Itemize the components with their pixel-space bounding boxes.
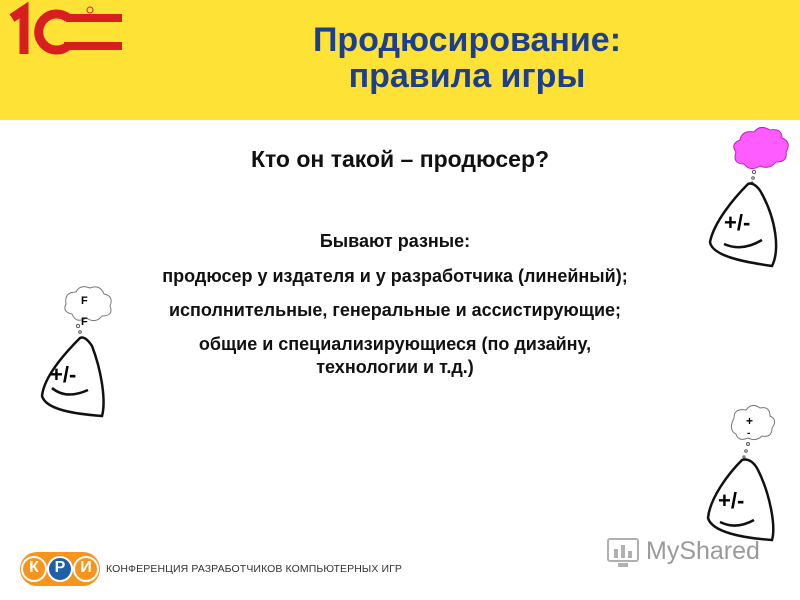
title-line-2: правила игры — [348, 57, 586, 95]
kri-letter: К — [29, 559, 39, 576]
watermark-text: MyShared — [646, 537, 760, 565]
kri-letter: И — [80, 559, 92, 576]
face-label: +/- — [718, 488, 745, 513]
face-label: +/- — [50, 362, 77, 387]
thinking-face-icon — [700, 126, 795, 276]
question-heading: Кто он такой – продюсер? — [250, 146, 550, 172]
character-left — [36, 282, 126, 427]
cloud-label: F — [81, 316, 88, 328]
cloud-label: + — [746, 414, 754, 428]
face-label: +/- — [724, 210, 751, 235]
cloud-label: F — [81, 295, 88, 307]
title-line-1: Продюсирование: — [312, 21, 622, 59]
list-item: общие и специализирующиеся (по дизайну, технологии и т.д.) — [198, 334, 592, 377]
list-item: продюсер у издателя и у разработчика (линейный); — [162, 266, 628, 286]
footer-conference-text: КОНФЕРЕНЦИЯ РАЗРАБОТЧИКОВ КОМПЬЮТЕРНЫХ ИГР — [106, 563, 402, 575]
character-bottom-right — [700, 404, 795, 549]
1c-logo — [6, 2, 126, 62]
header-banner — [0, 0, 800, 120]
cloud-label: - — [747, 428, 751, 439]
page-title — [232, 22, 702, 94]
kri-letter: Р — [54, 559, 66, 576]
character-top-right — [700, 126, 795, 276]
list-item: исполнительные, генеральные и ассистирующие; — [168, 300, 622, 320]
content-list — [160, 230, 630, 390]
lead-text: Бывают разные: — [319, 231, 471, 251]
